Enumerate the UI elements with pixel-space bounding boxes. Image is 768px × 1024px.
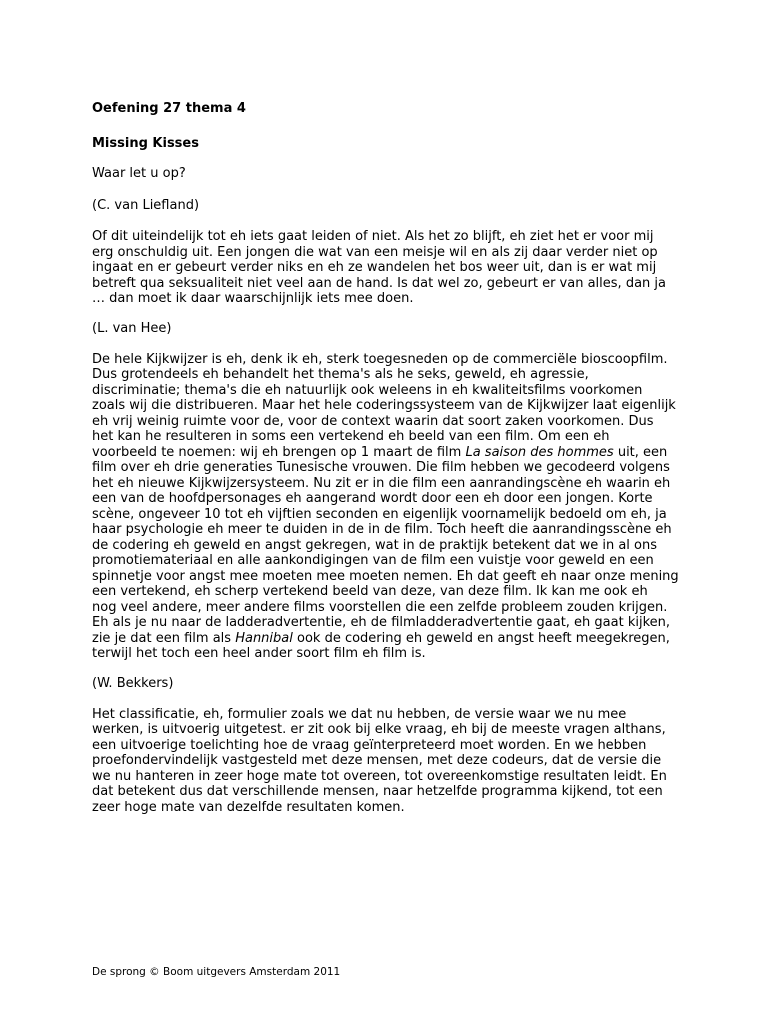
paragraph-line: Of dit uiteindelijk tot eh iets gaat leiden of niet. Als het zo blijft, eh ziet het er voor mij	[92, 229, 654, 244]
paragraph-line: een uitvoerige toelichting hoe de vraag geïnterpreteerd moet worden. En we hebben	[92, 737, 647, 753]
paragraph-line: terwijl het toch een heel ander soort film eh film is.	[92, 646, 426, 661]
exercise-title: Oefening 27 thema 4	[92, 101, 246, 116]
line-text: ook de codering eh geweld en angst heeft meegekregen,	[292, 630, 670, 646]
speaker-label: (L. van Hee)	[92, 320, 172, 336]
paragraph-line: werken, is uitvoerig uitgetest. er zit ook bij elke vraag, eh bij de meeste vragen althans,	[92, 722, 666, 737]
paragraph-line: Het classificatie, eh, formulier zoals we dat nu hebben, de versie waar we nu mee	[92, 706, 627, 722]
line-text: uit, een	[613, 444, 668, 460]
paragraph-line: nog veel andere, meer andere films voorstellen die een zelfde probleem zouden krijgen.	[92, 599, 668, 615]
paragraph-line	[92, 445, 682, 461]
paragraph-line: een van de hoofdpersonages eh aangerand wordt door een eh door een jongen. Korte	[92, 491, 653, 506]
paragraph-line: proefondervindelijk vastgesteld met deze mensen, met deze codeurs, dat de versie die	[92, 753, 662, 768]
film-title: La saison des hommes	[465, 444, 614, 460]
film-title: Hannibal	[235, 630, 293, 646]
paragraph-line: Dus grotendeels eh behandelt het thema's als he seks, geweld, eh agressie,	[92, 367, 589, 382]
paragraph	[92, 352, 682, 662]
paragraph-line: betreft qua seksualiteit niet veel aan de hand. Is dat wel zo, gebeurt er van alles, dan ja	[92, 275, 666, 291]
paragraph-line: zeer hoge mate van dezelfde resultaten komen.	[92, 799, 405, 815]
paragraph	[92, 229, 682, 307]
paragraph-line: promotiemateriaal en alle aankondigingen van de film een vuistje voor geweld en een	[92, 553, 654, 568]
paragraph-line: de codering eh geweld en angst gekregen, wat in de praktijk betekent dat we in al ons	[92, 537, 657, 553]
paragraph-line: ingaat en er gebeurt verder niks en eh ze wandelen het bos weer uit, dan is er wat mij	[92, 260, 657, 275]
paragraph-line: … dan moet ik daar waarschijnlijk iets mee doen.	[92, 291, 414, 306]
paragraph-line: een vertekend, eh scherp vertekend beeld van deze, van deze film. Ik kan me ook eh	[92, 584, 648, 599]
paragraph-line: discriminatie; thema's die eh natuurlijk ook weleens in eh kwaliteitsfilms voorkomen	[92, 382, 643, 398]
paragraph-line: dat betekent dus dat verschillende mensen, naar hetzelfde programma kijkend, tot een	[92, 784, 663, 799]
paragraph-line: De hele Kijkwijzer is eh, denk ik eh, sterk toegesneden op de commerciële bioscoopfilm.	[92, 351, 668, 367]
paragraph-line: film over eh drie generaties Tunesische vrouwen. Die film hebben we gecodeerd volgens	[92, 460, 670, 475]
question-text: Waar let u op?	[92, 166, 186, 181]
paragraph-line: het eh nieuwe Kijkwijzersysteem. Nu zit er in die film een aanrandingscène eh waarin eh	[92, 475, 671, 491]
line-text: zie je dat een film als	[92, 630, 236, 646]
document-subtitle: Missing Kisses	[92, 136, 199, 151]
paragraph-line: eh vrij weinig ruimte voor de, voor de context waarin dat soort zaken voorkomen. Dus	[92, 413, 654, 429]
document-body	[92, 101, 682, 829]
paragraph-line: we nu hanteren in zeer hoge mate tot overeen, tot overeenkomstige resultaten leidt. En	[92, 768, 667, 784]
paragraph-line: het kan he resulteren in soms een vertekend eh beeld van een film. Om een eh	[92, 429, 610, 444]
paragraph-line: Eh als je nu naar de ladderadvertentie, eh de filmladderadvertentie gaat, eh gaat kijken,	[92, 615, 671, 630]
paragraph-line: erg onschuldig uit. Een jongen die wat van een meisje wil en als zij daar verder niet op	[92, 244, 658, 260]
paragraph	[92, 707, 682, 816]
paragraph-line: spinnetje voor angst mee moeten mee moeten nemen. Eh dat geeft eh naar onze mening	[92, 568, 679, 584]
speaker-label: (W. Bekkers)	[92, 675, 174, 691]
line-text: voorbeeld te noemen: wij eh brengen op 1 maart de film	[92, 444, 466, 460]
paragraph-line: haar psychologie eh meer te duiden in de in de film. Toch heeft die aanrandingsscène eh	[92, 522, 672, 537]
paragraph-line	[92, 631, 682, 647]
paragraph-line: scène, ongeveer 10 tot eh vijftien seconden en eigenlijk voornamelijk bedoeld om eh, ja	[92, 506, 667, 522]
speaker-label: (C. van Liefland)	[92, 198, 200, 213]
page-footer: De sprong © Boom uitgevers Amsterdam 2011	[92, 966, 341, 978]
paragraph-line: zoals wij die distribueren. Maar het hele coderingssysteem van de Kijkwijzer laat eigenlijk	[92, 398, 676, 413]
